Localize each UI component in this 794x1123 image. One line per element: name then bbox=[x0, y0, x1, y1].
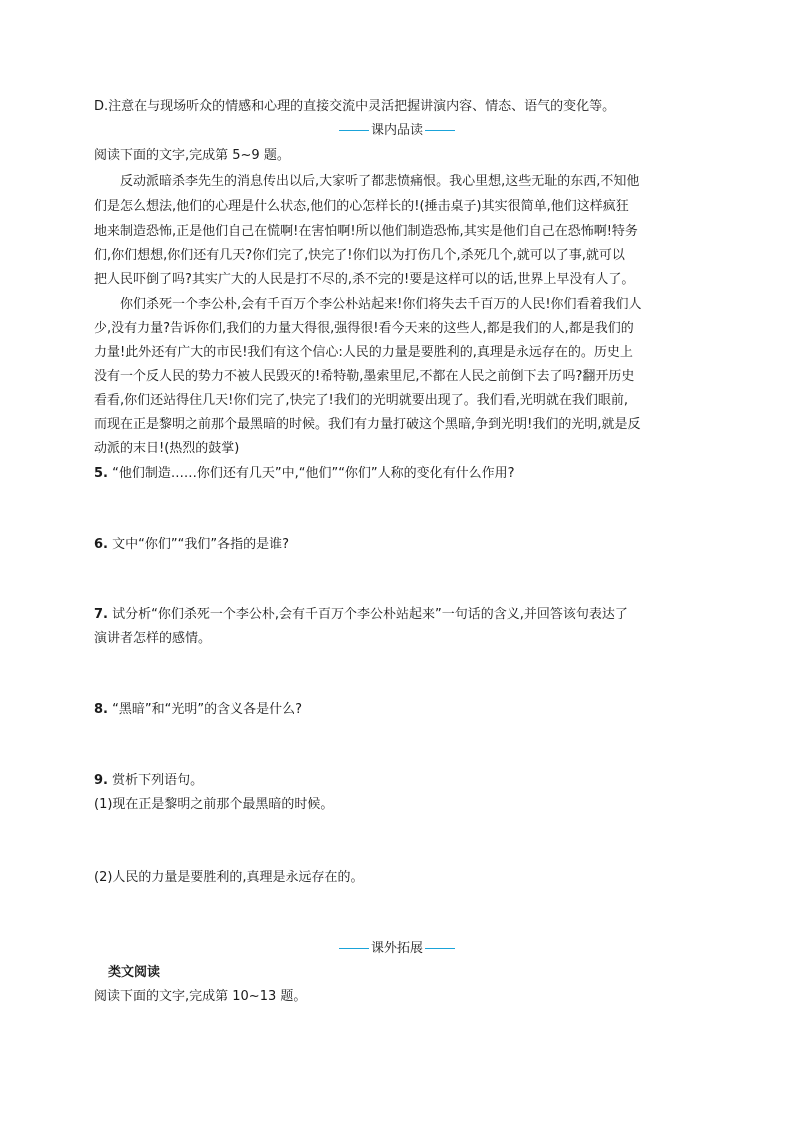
question-7 bbox=[94, 605, 628, 625]
question-number: 8. bbox=[94, 702, 108, 717]
subheading-similar-reading: 类文阅读 bbox=[108, 965, 161, 980]
section-heading-label: 课外拓展 bbox=[370, 941, 423, 956]
passage-line: 力量!此外还有广大的市民!我们有这个信心:人民的力量是要胜利的,真理是永远存在的。历史上 bbox=[94, 345, 633, 360]
question-8 bbox=[94, 700, 302, 720]
passage-line: 们是怎么想法,他们的心理是什么状态,他们的心怎样长的!(捶击桌子)其实很简单,他们这样疯狂 bbox=[94, 199, 629, 214]
section-heading-extension bbox=[0, 939, 794, 959]
passage-line: 反动派暗杀李先生的消息传出以后,大家听了都悲愤痛恨。我心里想,这些无耻的东西,不知他 bbox=[120, 174, 640, 189]
option-d: D.注意在与现场听众的情感和心理的直接交流中灵活把握讲演内容、情态、语气的变化等。 bbox=[94, 99, 616, 114]
question-text: “他们制造……你们还有几天”中,“他们”“你们”人称的变化有什么作用? bbox=[112, 466, 515, 481]
instruction-5-9: 阅读下面的文字,完成第 5~9 题。 bbox=[94, 148, 290, 163]
question-number: 7. bbox=[94, 607, 108, 622]
passage-line: 们,你们想想,你们还有几天?你们完了,快完了!你们以为打伤几个,杀死几个,就可以了事,就可以 bbox=[94, 248, 625, 263]
question-5 bbox=[94, 464, 515, 484]
heading-rule-left bbox=[339, 130, 369, 131]
passage-line: 动派的末日!(热烈的鼓掌) bbox=[94, 441, 240, 456]
question-number: 6. bbox=[94, 537, 108, 552]
question-9-sub-2: (2)人民的力量是要胜利的,真理是永远存在的。 bbox=[94, 870, 364, 885]
question-number: 9. bbox=[94, 773, 108, 788]
question-7-continued: 演讲者怎样的感情。 bbox=[94, 631, 212, 646]
passage-line: 看看,你们还站得住几天!你们完了,快完了!我们的光明就要出现了。我们看,光明就在我们眼前, bbox=[94, 393, 628, 408]
question-text: 试分析“你们杀死一个李公朴,会有千百万个李公朴站起来”一句话的含义,并回答该句表达了 bbox=[112, 607, 628, 622]
heading-rule-right bbox=[425, 130, 455, 131]
passage-line: 没有一个反人民的势力不被人民毁灭的!希特勒,墨索里尼,不都在人民之前倒下去了吗?翻开历史 bbox=[94, 369, 635, 384]
passage-line: 把人民吓倒了吗?其实广大的人民是打不尽的,杀不完的!要是这样可以的话,世界上早没有人了。 bbox=[94, 272, 635, 287]
passage-line: 地来制造恐怖,正是他们自己在慌啊!在害怕啊!所以他们制造恐怖,其实是他们自己在恐怖啊!特务 bbox=[94, 224, 638, 239]
passage-line: 而现在正是黎明之前那个最黑暗的时候。我们有力量打破这个黑暗,争到光明!我们的光明,就是反 bbox=[94, 417, 641, 432]
section-heading-label: 课内品读 bbox=[370, 123, 423, 138]
heading-rule-right bbox=[425, 948, 455, 949]
question-9 bbox=[94, 771, 203, 791]
question-text: “黑暗”和“光明”的含义各是什么? bbox=[112, 702, 302, 717]
heading-rule-left bbox=[339, 948, 369, 949]
section-heading-in-class bbox=[0, 121, 794, 141]
question-text: 文中“你们”“我们”各指的是谁? bbox=[112, 537, 289, 552]
passage-line: 少,没有力量?告诉你们,我们的力量大得很,强得很!看今天来的这些人,都是我们的人,都是我们的 bbox=[94, 321, 634, 336]
passage-line: 你们杀死一个李公朴,会有千百万个李公朴站起来!你们将失去千百万的人民!你们看着我们人 bbox=[120, 297, 642, 312]
instruction-10-13: 阅读下面的文字,完成第 10~13 题。 bbox=[94, 989, 307, 1004]
question-number: 5. bbox=[94, 466, 108, 481]
question-6 bbox=[94, 535, 289, 555]
question-9-sub-1: (1)现在正是黎明之前那个最黑暗的时候。 bbox=[94, 797, 334, 812]
question-text: 赏析下列语句。 bbox=[112, 773, 204, 788]
